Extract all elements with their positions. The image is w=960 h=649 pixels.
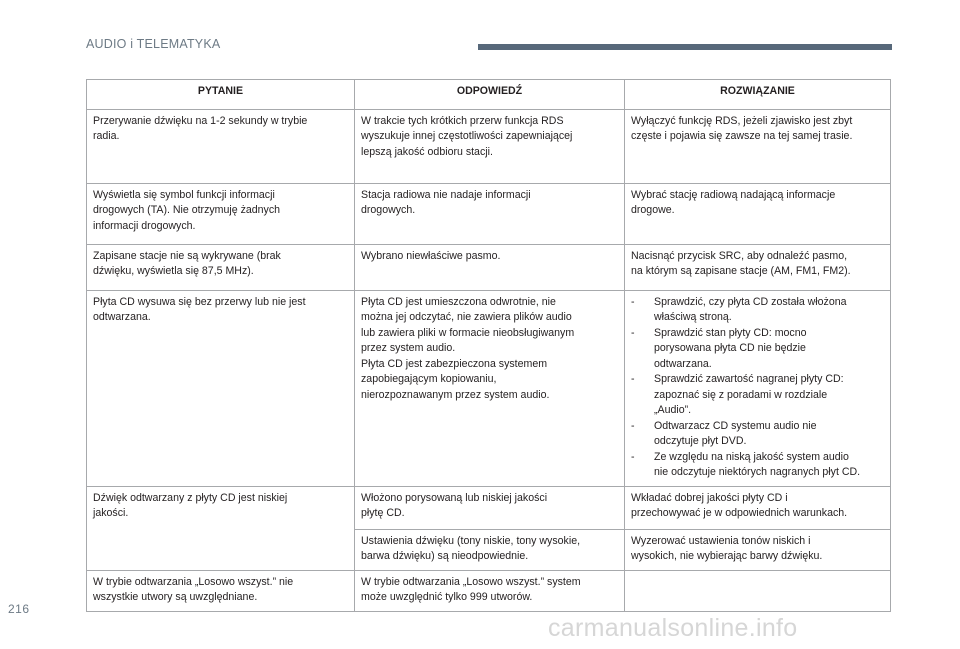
question-cell: [87, 183, 355, 244]
solution-list: [631, 295, 884, 481]
table-row: [87, 486, 891, 529]
answer-cell: [355, 486, 625, 529]
question-cell: [87, 570, 355, 611]
answer-cell: [355, 244, 625, 290]
answer-text: W trybie odtwarzania „Losowo wszyst.” system może uwzględnić tylko 999 utworów.: [361, 575, 581, 603]
list-item: [631, 326, 884, 373]
column-header-question: PYTANIE: [87, 80, 355, 110]
list-item-text: Sprawdzić stan płyty CD: mocno porysowana płyta CD nie będzie odtwarzana.: [654, 326, 807, 370]
question-cell: [87, 109, 355, 183]
list-dash: -: [631, 450, 635, 463]
table-row: [87, 570, 891, 611]
table-row: [87, 244, 891, 290]
column-header-solution: ROZWIĄZANIE: [625, 80, 891, 110]
question-cell: [87, 486, 355, 570]
answer-text: Stacja radiowa nie nadaje informacji drogowych.: [361, 188, 531, 216]
section-title: AUDIO i TELEMATYKA: [86, 37, 221, 51]
table-header-row: [87, 80, 891, 110]
solution-text: Wyzerować ustawienia tonów niskich i wysokich, nie wybierając barwy dźwięku.: [631, 534, 823, 562]
answer-cell: [355, 570, 625, 611]
answer-text: Wybrano niewłaściwe pasmo.: [361, 249, 501, 262]
solution-cell: [625, 290, 891, 486]
solution-cell: [625, 570, 891, 611]
list-dash: -: [631, 295, 635, 308]
solution-cell: [625, 244, 891, 290]
solution-cell: [625, 183, 891, 244]
list-item-text: Odtwarzacz CD systemu audio nie odczytuje płyt DVD.: [654, 419, 817, 447]
question-text: Wyświetla się symbol funkcji informacji drogowych (TA). Nie otrzymuję żadnych informacji drogowych.: [93, 188, 281, 232]
list-dash: -: [631, 419, 635, 432]
question-text: Przerywanie dźwięku na 1-2 sekundy w trybie radia.: [93, 114, 308, 142]
page-number: 216: [8, 602, 30, 616]
list-item: [631, 372, 884, 419]
list-dash: -: [631, 326, 635, 339]
answer-text: Włożono porysowaną lub niskiej jakości płytę CD.: [361, 491, 548, 519]
answer-text: Ustawienia dźwięku (tony niskie, tony wysokie, barwa dźwięku) są nieodpowiednie.: [361, 534, 581, 562]
answer-text: W trakcie tych krótkich przerw funkcja RDS wyszukuje innej częstotliwości zapewniającej lepszą jakość odbioru stacji.: [361, 114, 573, 158]
answer-text: Płyta CD jest umieszczona odwrotnie, nie można jej odczytać, nie zawiera plików audio lub zawiera pliki w formacie nieobsługiwanym przez system audio. Płyta CD jest zabezpieczona systemem zapobiegającym kopiowaniu, nierozpoznawanym przez system audio.: [361, 295, 575, 401]
solution-cell: [625, 486, 891, 529]
list-item-text: Sprawdzić zawartość nagranej płyty CD: zapoznać się z poradami w rozdziale „Audio”.: [654, 373, 844, 416]
solution-cell: [625, 529, 891, 570]
solution-text: Wybrać stację radiową nadającą informacje drogowe.: [631, 188, 836, 216]
solution-text: Nacisnąć przycisk SRC, aby odnaleźć pasmo, na którym są zapisane stacje (AM, FM1, FM2).: [631, 249, 851, 277]
list-item: [631, 419, 884, 450]
solution-text: Wyłączyć funkcję RDS, jeżeli zjawisko jest zbyt częste i pojawia się zawsze na tej samej trasie.: [631, 114, 853, 142]
list-item-text: Ze względu na niską jakość system audio nie odczytuje niektórych nagranych płyt CD.: [654, 450, 861, 478]
section-title-bar: [478, 44, 892, 50]
question-cell: [87, 290, 355, 486]
column-header-answer: ODPOWIEDŹ: [355, 80, 625, 110]
question-text: Dźwięk odtwarzany z płyty CD jest niskiej jakości.: [93, 491, 288, 519]
watermark: carmanualsonline.info: [548, 614, 798, 642]
answer-cell: [355, 529, 625, 570]
question-text: Zapisane stacje nie są wykrywane (brak dźwięku, wyświetla się 87,5 MHz).: [93, 249, 281, 277]
question-text: Płyta CD wysuwa się bez przerwy lub nie jest odtwarzana.: [93, 295, 306, 323]
list-item: [631, 295, 884, 326]
answer-cell: [355, 290, 625, 486]
list-dash: -: [631, 373, 635, 385]
table-row: [87, 109, 891, 183]
table-row: [87, 183, 891, 244]
troubleshooting-table: [86, 79, 891, 612]
list-item: [631, 450, 884, 481]
solution-cell: [625, 109, 891, 183]
table-row: [87, 290, 891, 486]
list-item-text: Sprawdzić, czy płyta CD została włożona właściwą stroną.: [654, 295, 847, 323]
question-text: W trybie odtwarzania „Losowo wszyst.” nie wszystkie utwory są uwzględniane.: [93, 575, 294, 603]
solution-text: Wkładać dobrej jakości płyty CD i przechowywać je w odpowiednich warunkach.: [631, 491, 848, 519]
answer-cell: [355, 109, 625, 183]
answer-cell: [355, 183, 625, 244]
question-cell: [87, 244, 355, 290]
